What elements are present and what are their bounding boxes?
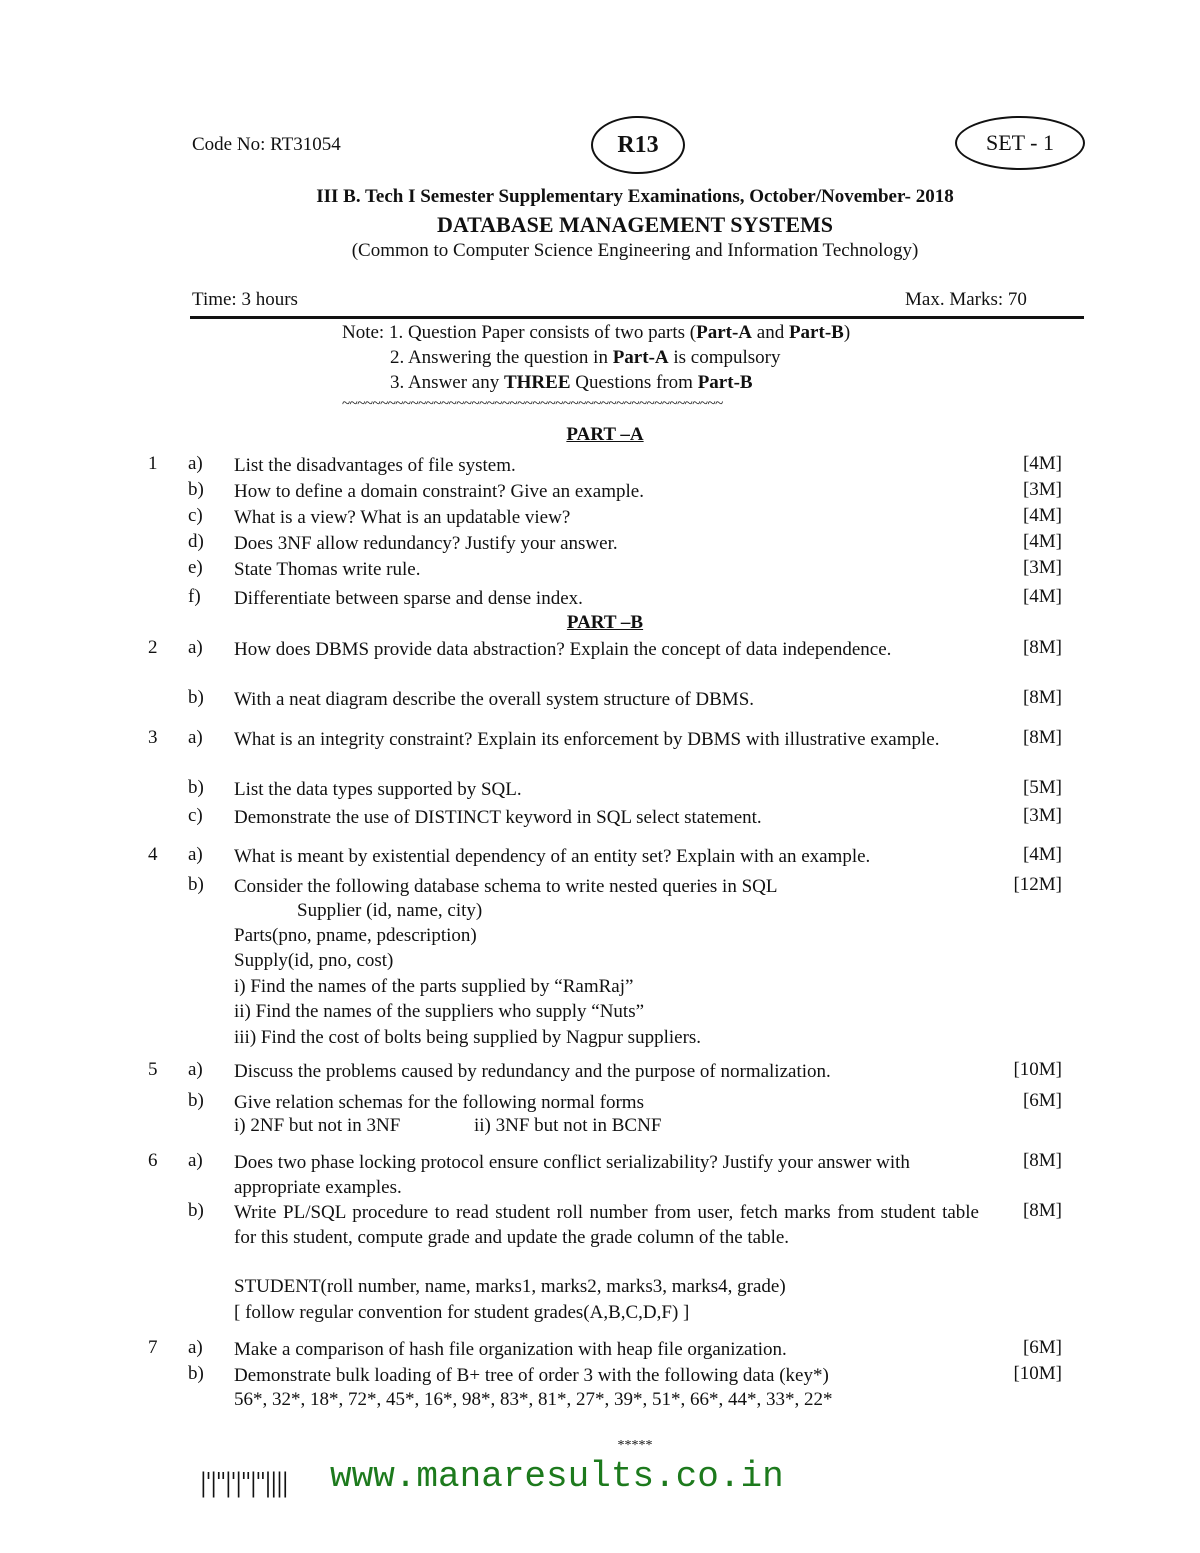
question-text: How does DBMS provide data abstraction? Explain the concept of data independence.	[234, 639, 892, 660]
sub-label: b)	[188, 1200, 204, 1221]
data-values: 56*, 32*, 18*, 72*, 45*, 16*, 98*, 83*, 81*, 27*, 39*, 51*, 66*, 44*, 33*, 22*	[234, 1389, 833, 1410]
schema-line: Supply(id, pno, cost)	[234, 950, 394, 971]
code-number: Code No: RT31054	[192, 134, 341, 155]
question-text: Differentiate between sparse and dense index.	[234, 588, 583, 609]
question-text: Demonstrate the use of DISTINCT keyword in SQL select statement.	[234, 807, 762, 828]
tilde-divider: ~~~~~~~~~~~~~~~~~~~~~~~~~~~~~~~~~~~~~~~~~~~~~~~~~~	[342, 396, 723, 412]
question-number: 2	[148, 637, 158, 658]
question-text: How to define a domain constraint? Give an example.	[234, 481, 644, 502]
note-1: Note: 1. Question Paper consists of two parts (Part-A and Part-B)	[342, 322, 851, 343]
regulation-badge	[591, 116, 685, 174]
sub-question: iii) Find the cost of bolts being supplied by Nagpur suppliers.	[234, 1027, 702, 1048]
marks: [4M]	[1022, 586, 1062, 607]
sub-label: d)	[188, 531, 204, 552]
marks: [4M]	[1022, 844, 1062, 865]
question-text: Consider the following database schema to write nested queries in SQL	[234, 876, 778, 897]
end-stars: *****	[617, 1438, 653, 1453]
question-text: List the disadvantages of file system.	[234, 455, 516, 476]
marks: [3M]	[1022, 557, 1062, 578]
marks: [8M]	[1022, 637, 1062, 658]
marks: [4M]	[1022, 505, 1062, 526]
marks: [8M]	[1022, 687, 1062, 708]
note-2: 2. Answering the question in Part-A is compulsory	[390, 347, 781, 368]
header-rule	[190, 316, 1084, 319]
question-text: With a neat diagram describe the overall system structure of DBMS.	[234, 689, 755, 710]
marks: [4M]	[1022, 531, 1062, 552]
question-number: 1	[148, 453, 158, 474]
sub-label: a)	[188, 1150, 203, 1171]
question-number: 3	[148, 727, 158, 748]
question-text: What is meant by existential dependency of an entity set? Explain with an example.	[234, 846, 871, 867]
time-allowed: Time: 3 hours	[192, 289, 298, 310]
sub-label: b)	[188, 1363, 204, 1384]
marks: [6M]	[1022, 1090, 1062, 1111]
regulation-label: R13	[617, 131, 659, 158]
sub-label: a)	[188, 453, 203, 474]
sub-label: a)	[188, 1059, 203, 1080]
question-number: 4	[148, 844, 158, 865]
sub-label: b)	[188, 479, 204, 500]
schema-line: Parts(pno, pname, pdescription)	[234, 925, 477, 946]
question-text: Does two phase locking protocol ensure conflict serializability? Justify your answer with appropriate examples.	[234, 1152, 910, 1198]
website-link[interactable]: www.manaresults.co.in	[330, 1456, 784, 1497]
marks: [6M]	[1022, 1337, 1062, 1358]
set-label: SET - 1	[985, 130, 1055, 155]
question-number: 6	[148, 1150, 158, 1171]
sub-question: ii) Find the names of the suppliers who supply “Nuts”	[234, 1001, 645, 1022]
sub-label: b)	[188, 687, 204, 708]
sub-label: a)	[188, 637, 203, 658]
exam-title: III B. Tech I Semester Supplementary Examinations, October/November- 2018	[316, 186, 954, 207]
marks: [8M]	[1022, 727, 1062, 748]
subject-title: DATABASE MANAGEMENT SYSTEMS	[436, 212, 834, 237]
marks: [10M]	[1013, 1363, 1062, 1384]
question-text: What is a view? What is an updatable view?	[234, 507, 571, 528]
sub-question: i) 2NF but not in 3NF	[234, 1115, 401, 1136]
question-text: Give relation schemas for the following normal forms	[234, 1092, 644, 1113]
instruction-line: [ follow regular convention for student grades(A,B,C,D,F) ]	[234, 1302, 690, 1323]
question-text: Write PL/SQL procedure to read student roll number from user, fetch marks from student table for this student, compute grade and update the grade column of the table.	[234, 1202, 979, 1248]
sub-label: a)	[188, 844, 203, 865]
sub-label: e)	[188, 557, 203, 578]
sub-label: c)	[188, 805, 203, 826]
schema-line: STUDENT(roll number, name, marks1, marks2, marks3, marks4, grade)	[234, 1276, 786, 1297]
sub-question: ii) 3NF but not in BCNF	[474, 1115, 662, 1136]
note-3: 3. Answer any THREE Questions from Part-B	[390, 372, 753, 393]
sub-label: b)	[188, 874, 204, 895]
question-text: Make a comparison of hash file organization with heap file organization.	[234, 1339, 787, 1360]
marks: [12M]	[1013, 874, 1062, 895]
question-number: 5	[148, 1059, 158, 1080]
max-marks: Max. Marks: 70	[905, 289, 1027, 310]
sub-question: i) Find the names of the parts supplied by “RamRaj”	[234, 976, 634, 997]
question-text: Discuss the problems caused by redundancy and the purpose of normalization.	[234, 1061, 831, 1082]
question-text: Does 3NF allow redundancy? Justify your answer.	[234, 533, 618, 554]
schema-line: Supplier (id, name, city)	[297, 900, 483, 921]
sub-label: b)	[188, 777, 204, 798]
sub-label: b)	[188, 1090, 204, 1111]
question-text: What is an integrity constraint? Explain its enforcement by DBMS with illustrative example.	[234, 729, 940, 750]
marks: [8M]	[1022, 1150, 1062, 1171]
marks: [3M]	[1022, 479, 1062, 500]
question-text: State Thomas write rule.	[234, 559, 421, 580]
question-text: Demonstrate bulk loading of B+ tree of order 3 with the following data (key*)	[234, 1365, 829, 1386]
marks: [3M]	[1022, 805, 1062, 826]
marks: [4M]	[1022, 453, 1062, 474]
marks: [8M]	[1022, 1200, 1062, 1221]
sub-label: c)	[188, 505, 203, 526]
part-b-heading: PART –B	[566, 612, 644, 633]
part-a-heading: PART –A	[566, 424, 644, 445]
set-badge	[955, 116, 1085, 170]
question-number: 7	[148, 1337, 158, 1358]
sub-label: f)	[188, 586, 201, 607]
common-to: (Common to Computer Science Engineering and Information Technology)	[351, 240, 919, 261]
marks: [10M]	[1013, 1059, 1062, 1080]
sub-label: a)	[188, 1337, 203, 1358]
barcode: |'|''|'|''|''||||	[200, 1466, 288, 1498]
sub-label: a)	[188, 727, 203, 748]
question-text: List the data types supported by SQL.	[234, 779, 522, 800]
marks: [5M]	[1022, 777, 1062, 798]
